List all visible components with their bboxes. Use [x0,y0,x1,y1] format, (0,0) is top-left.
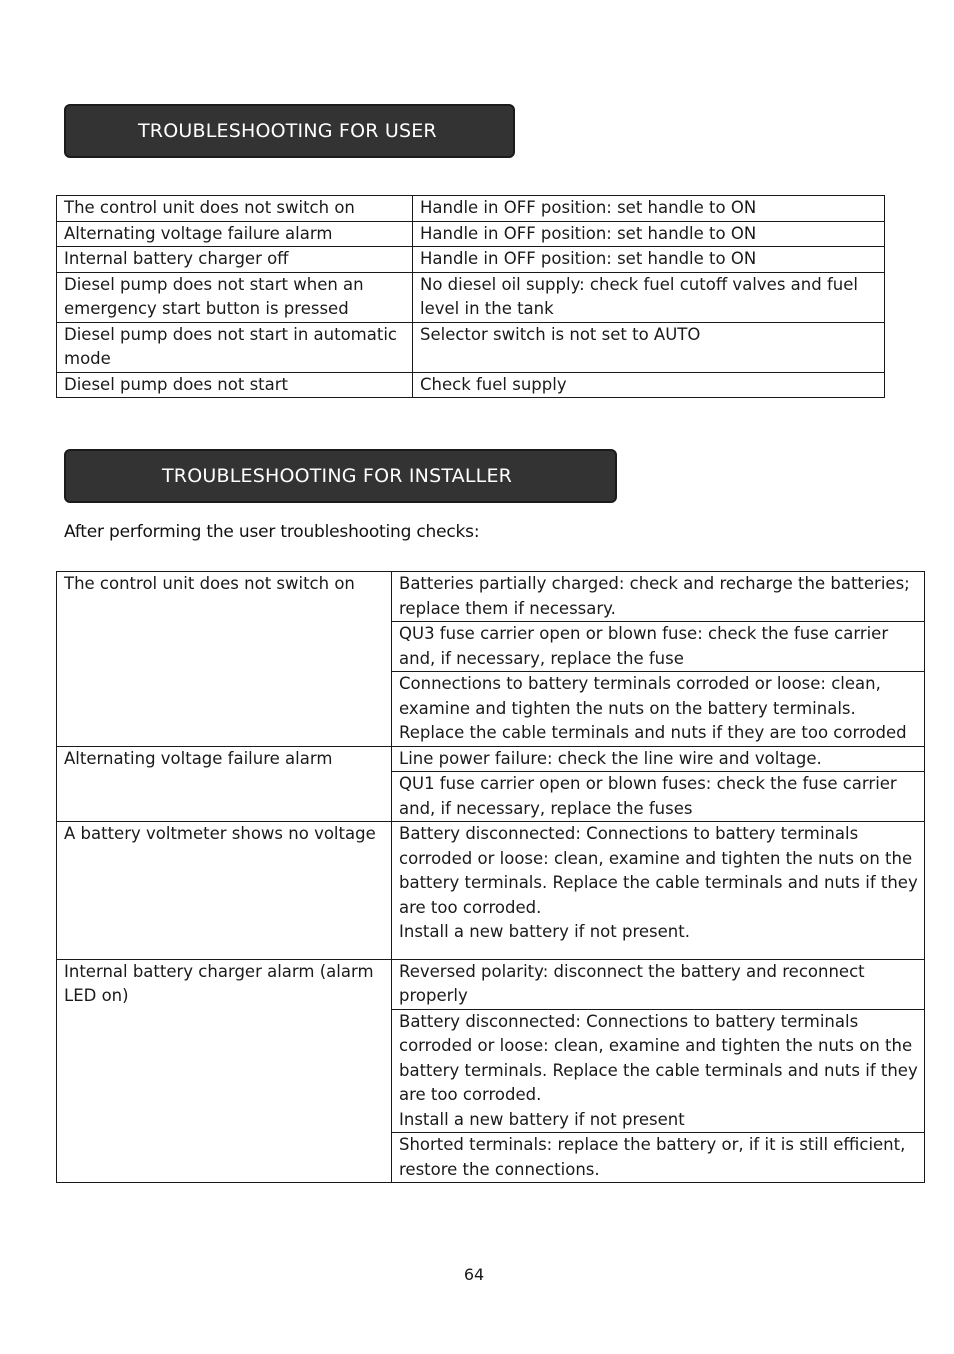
table-row [57,272,885,322]
installer-intro-text: After performing the user troubleshooting checks: [64,522,480,542]
table-row [57,322,885,372]
problem-cell: Alternating voltage failure alarm [57,746,392,822]
solution-cell: Line power failure: check the line wire and voltage. [392,746,925,772]
solution-cell [392,1009,925,1133]
problem-cell: The control unit does not switch on [57,196,413,222]
solution-cell: Batteries partially charged: check and recharge the batteries; replace them if necessary. [392,572,925,622]
table-row [57,247,885,273]
table-row [57,572,925,622]
table-row [57,221,885,247]
solution-cell: Handle in OFF position: set handle to ON [413,196,885,222]
solution-cell: Check fuel supply [413,372,885,398]
solution-line: Install a new battery if not present [399,1109,685,1129]
solution-cell [392,822,925,960]
problem-cell: Diesel pump does not start when an emergency start button is pressed [57,272,413,322]
solution-cell: QU3 fuse carrier open or blown fuse: check the fuse carrier and, if necessary, replace the fuse [392,622,925,672]
problem-cell: Internal battery charger off [57,247,413,273]
problem-cell: Internal battery charger alarm (alarm LED on) [57,959,392,1183]
problem-cell: Diesel pump does not start [57,372,413,398]
table-row [57,746,925,772]
solution-cell: Selector switch is not set to AUTO [413,322,885,372]
table-row [57,372,885,398]
solution-cell: Reversed polarity: disconnect the battery and reconnect properly [392,959,925,1009]
installer-troubleshooting-table [56,571,925,1183]
table-row [57,959,925,1009]
table-row [57,196,885,222]
user-section-title: TROUBLESHOOTING FOR USER [138,120,437,142]
problem-cell: Alternating voltage failure alarm [57,221,413,247]
user-troubleshooting-table [56,195,885,398]
installer-section-banner [64,449,617,503]
user-section-banner [64,104,515,158]
solution-cell: Shorted terminals: replace the battery or, if it is still efficient, restore the connections. [392,1133,925,1183]
problem-cell: Diesel pump does not start in automatic mode [57,322,413,372]
installer-section-title: TROUBLESHOOTING FOR INSTALLER [162,465,513,487]
solution-cell: Connections to battery terminals corroded or loose: clean, examine and tighten the nuts on the battery terminals. Replace the cable terminals and nuts if they are too corroded [392,672,925,747]
solution-cell: Handle in OFF position: set handle to ON [413,221,885,247]
solution-line: Install a new battery if not present. [399,922,690,941]
solution-cell: Handle in OFF position: set handle to ON [413,247,885,273]
solution-line: Battery disconnected: Connections to battery terminals corroded or loose: clean, examine and tighten the nuts on the battery terminals. Replace the cable terminals and nuts if they are too corroded. [399,824,918,917]
solution-cell: QU1 fuse carrier open or blown fuses: check the fuse carrier and, if necessary, replace the fuses [392,772,925,822]
solution-line: Battery disconnected: Connections to battery terminals corroded or loose: clean, examine and tighten the nuts on the battery terminals. Replace the cable terminals and nuts if they are too corroded. [399,1011,918,1104]
table-row [57,822,925,960]
problem-cell: The control unit does not switch on [57,572,392,747]
page-number: 64 [463,1265,485,1284]
problem-cell: A battery voltmeter shows no voltage [57,822,392,960]
solution-cell: No diesel oil supply: check fuel cutoff valves and fuel level in the tank [413,272,885,322]
